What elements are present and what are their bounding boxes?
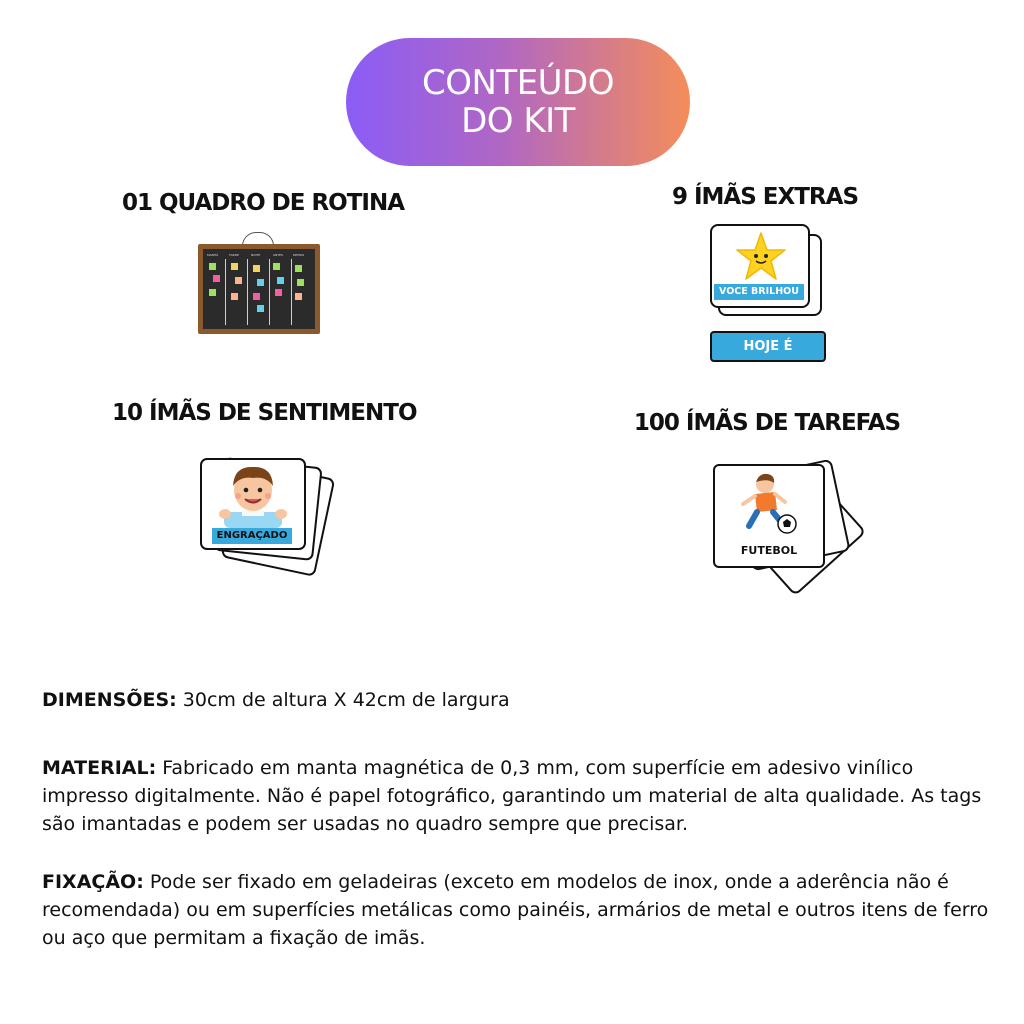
task-magnet-card [713,464,825,568]
dimensions-label: DIMENSÕES: [42,689,177,711]
material-label: MATERIAL: [42,757,157,779]
routine-board-image [198,232,320,336]
fixation-paragraph [42,868,992,952]
board-header: NOITE [251,253,261,257]
boy-face-icon [216,464,290,528]
banner-line-1: CONTEÚDO [421,63,614,103]
task-magnets-title: 100 ÍMÃS DE TAREFAS [633,410,901,436]
dimensions-text: 30cm de altura X 42cm de largura [176,689,510,711]
today-tag: HOJE É [710,331,826,362]
board-header: TARDE [229,253,239,257]
dimensions-paragraph [42,686,992,714]
extra-magnet-card [710,224,810,308]
fixation-label: FIXAÇÃO: [42,871,144,893]
board-header: MANHÃ [207,253,219,257]
star-icon [734,230,788,284]
material-paragraph [42,754,992,838]
task-card-label: FUTEBOL [740,544,798,557]
soccer-boy-icon [735,472,803,538]
feeling-card-label: ENGRAÇADO [212,528,292,544]
board-header: DEPOIS [293,253,305,257]
chalkboard [198,244,320,334]
banner-line-2: DO KIT [461,101,575,141]
feeling-magnet-card [200,458,306,550]
extra-card-label: VOCE BRILHOU [714,284,804,300]
material-text: Fabricado em manta magnética de 0,3 mm, com superfície em adesivo vinílico impresso digitalmente. Não é papel fotográfico, garantindo um material de alta qualidade. As tags são imantadas e podem ser usadas no quadro sempre que precisar. [42,757,982,835]
routine-board-title: 01 QUADRO DE ROTINA [121,190,405,216]
fixation-text: Pode ser fixado em geladeiras (exceto em modelos de inox, onde a aderência não é recomendada) ou em superfícies metálicas como painéis, armários de metal e outros itens de ferro ou aço que permitam a fixação de imãs. [42,871,989,949]
kit-contents-banner [346,38,690,166]
feelings-magnets-title: 10 ÍMÃS DE SENTIMENTO [112,400,417,426]
extra-magnets-title: 9 ÍMÃS EXTRAS [671,184,859,210]
board-header: ANTES [273,253,283,257]
